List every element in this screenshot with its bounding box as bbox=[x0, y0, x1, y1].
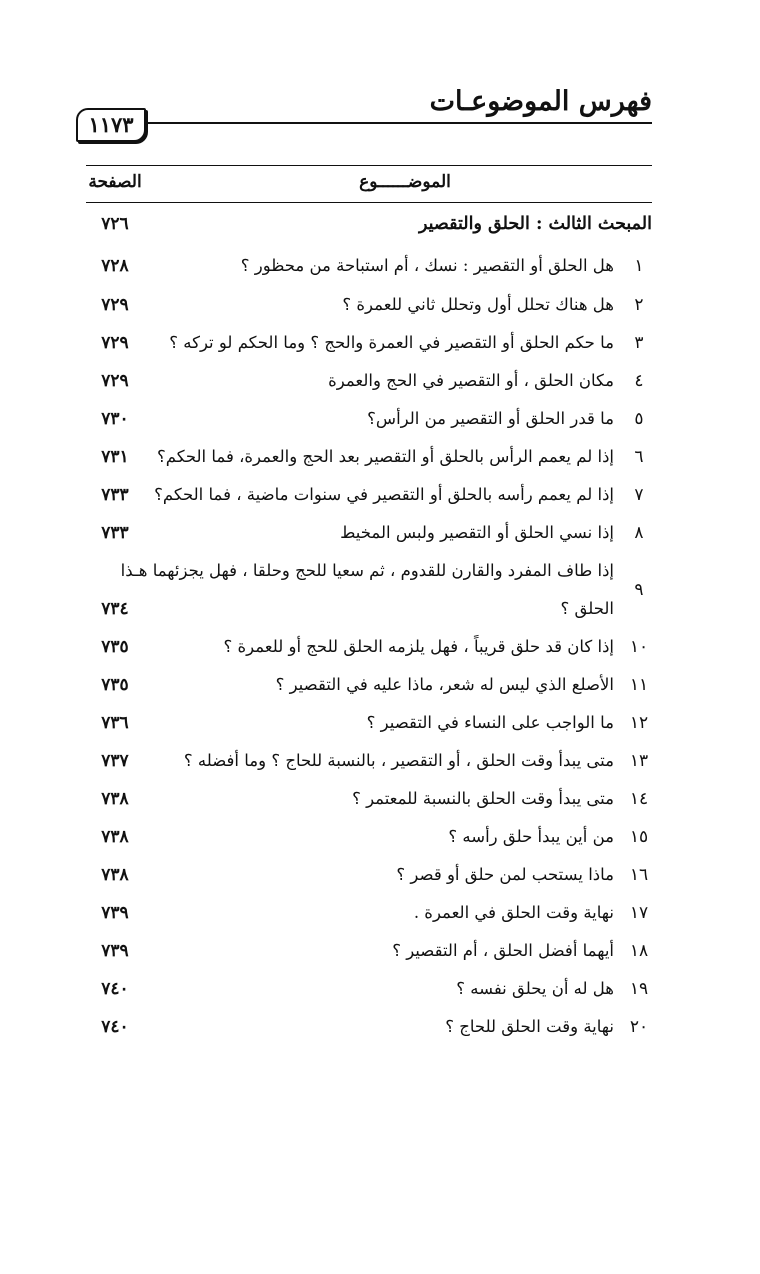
column-header-page: الصفحة bbox=[88, 172, 142, 192]
entry-text: متى يبدأ وقت الحلق ، أو التقصير ، بالنسبة للحاج ؟ وما أفضله ؟ bbox=[183, 751, 614, 770]
entry-text: إذا نسي الحلق أو التقصير ولبس المخيط bbox=[340, 523, 614, 542]
entry-text: الأصلع الذي ليس له شعر، ماذا عليه في التقصير ؟ bbox=[275, 675, 614, 694]
entry-page: ٧٤٠ bbox=[101, 979, 129, 999]
entry-number: ٢ bbox=[634, 295, 644, 315]
entry-number: ١٠ bbox=[629, 637, 649, 657]
entry-page: ٧٣٤ bbox=[101, 599, 129, 619]
entry-page: ٧٣٨ bbox=[101, 865, 129, 885]
entry-number: ٢٠ bbox=[629, 1017, 649, 1037]
entry-number: ١٥ bbox=[629, 827, 649, 847]
entry-text: نهاية وقت الحلق في العمرة . bbox=[413, 903, 614, 922]
section-title: المبحث الثالث : الحلق والتقصير bbox=[419, 214, 652, 234]
entry-text: إذا لم يعمم رأسه بالحلق أو التقصير في سنوات ماضية ، فما الحكم؟ bbox=[154, 485, 614, 504]
entry-page: ٧٣٠ bbox=[101, 409, 129, 429]
entry-page: ٧٢٩ bbox=[101, 333, 129, 353]
entry-number: ٧ bbox=[634, 485, 644, 505]
entry-text: هل هناك تحلل أول وتحلل ثاني للعمرة ؟ bbox=[342, 295, 614, 314]
entry-page: ٧٣٣ bbox=[101, 485, 129, 505]
column-header-top-rule bbox=[86, 165, 652, 166]
entry-number: ١٢ bbox=[629, 713, 649, 733]
entry-number: ١٣ bbox=[629, 751, 649, 771]
entry-number: ٦ bbox=[634, 447, 644, 467]
entry-page: ٧٣٦ bbox=[101, 713, 129, 733]
section-page: ٧٢٦ bbox=[101, 214, 129, 234]
entry-number: ١٧ bbox=[629, 903, 649, 923]
entry-page: ٧٤٠ bbox=[101, 1017, 129, 1037]
entry-number: ١٩ bbox=[629, 979, 649, 999]
header-rule bbox=[140, 122, 652, 124]
entry-text: إذا لم يعمم الرأس بالحلق أو التقصير بعد الحج والعمرة، فما الحكم؟ bbox=[157, 447, 614, 466]
entry-text: إذا طاف المفرد والقارن للقدوم ، ثم سعيا للحج وحلقا ، فهل يجزئهما هـذا bbox=[120, 561, 614, 580]
entry-number: ٥ bbox=[634, 409, 644, 429]
entry-page: ٧٢٨ bbox=[101, 256, 129, 276]
entry-number: ١١ bbox=[629, 675, 649, 695]
entry-text: نهاية وقت الحلق للحاج ؟ bbox=[445, 1017, 614, 1036]
running-header-title: فهرس الموضوعـات bbox=[429, 86, 652, 117]
entry-number: ٣ bbox=[634, 333, 644, 353]
entry-text: إذا كان قد حلق قريباً ، فهل يلزمه الحلق للحج أو للعمرة ؟ bbox=[223, 637, 614, 656]
entry-text: مكان الحلق ، أو التقصير في الحج والعمرة bbox=[328, 371, 614, 390]
entry-page: ٧٣٧ bbox=[101, 751, 129, 771]
column-header-bottom-rule bbox=[86, 202, 652, 203]
column-header-topic: الموضــــــوع bbox=[359, 172, 451, 192]
entry-page: ٧٣٨ bbox=[101, 789, 129, 809]
entry-text: ماذا يستحب لمن حلق أو قصر ؟ bbox=[396, 865, 614, 884]
entry-page: ٧٣٨ bbox=[101, 827, 129, 847]
entry-text: متى يبدأ وقت الحلق بالنسبة للمعتمر ؟ bbox=[352, 789, 614, 808]
entry-page: ٧٣٣ bbox=[101, 523, 129, 543]
page-number: ١١٧٣ bbox=[76, 108, 146, 142]
entry-text: الحلق ؟ bbox=[560, 599, 614, 618]
entry-page: ٧٣٥ bbox=[101, 675, 129, 695]
entry-number: ٤ bbox=[634, 371, 644, 391]
entry-text: هل له أن يحلق نفسه ؟ bbox=[456, 979, 614, 998]
entry-page: ٧٢٩ bbox=[101, 371, 129, 391]
entry-text: ما قدر الحلق أو التقصير من الرأس؟ bbox=[367, 409, 614, 428]
entry-number: ٩ bbox=[634, 580, 644, 600]
entry-text: من أين يبدأ حلق رأسه ؟ bbox=[448, 827, 614, 846]
entry-page: ٧٣٩ bbox=[101, 903, 129, 923]
entry-page: ٧٣٩ bbox=[101, 941, 129, 961]
entry-text: ما الواجب على النساء في التقصير ؟ bbox=[366, 713, 614, 732]
entry-number: ١٨ bbox=[629, 941, 649, 961]
entry-page: ٧٣١ bbox=[101, 447, 129, 467]
entry-page: ٧٣٥ bbox=[101, 637, 129, 657]
entry-number: ١ bbox=[634, 256, 644, 276]
entry-number: ١٦ bbox=[629, 865, 649, 885]
entry-text: هل الحلق أو التقصير : نسك ، أم استباحة من محظور ؟ bbox=[240, 256, 614, 275]
entry-text: ما حكم الحلق أو التقصير في العمرة والحج ؟ وما الحكم لو تركه ؟ bbox=[169, 333, 614, 352]
entry-text: أيهما أفضل الحلق ، أم التقصير ؟ bbox=[392, 941, 614, 960]
entry-number: ٨ bbox=[634, 523, 644, 543]
entry-number: ١٤ bbox=[629, 789, 649, 809]
entry-page: ٧٢٩ bbox=[101, 295, 129, 315]
